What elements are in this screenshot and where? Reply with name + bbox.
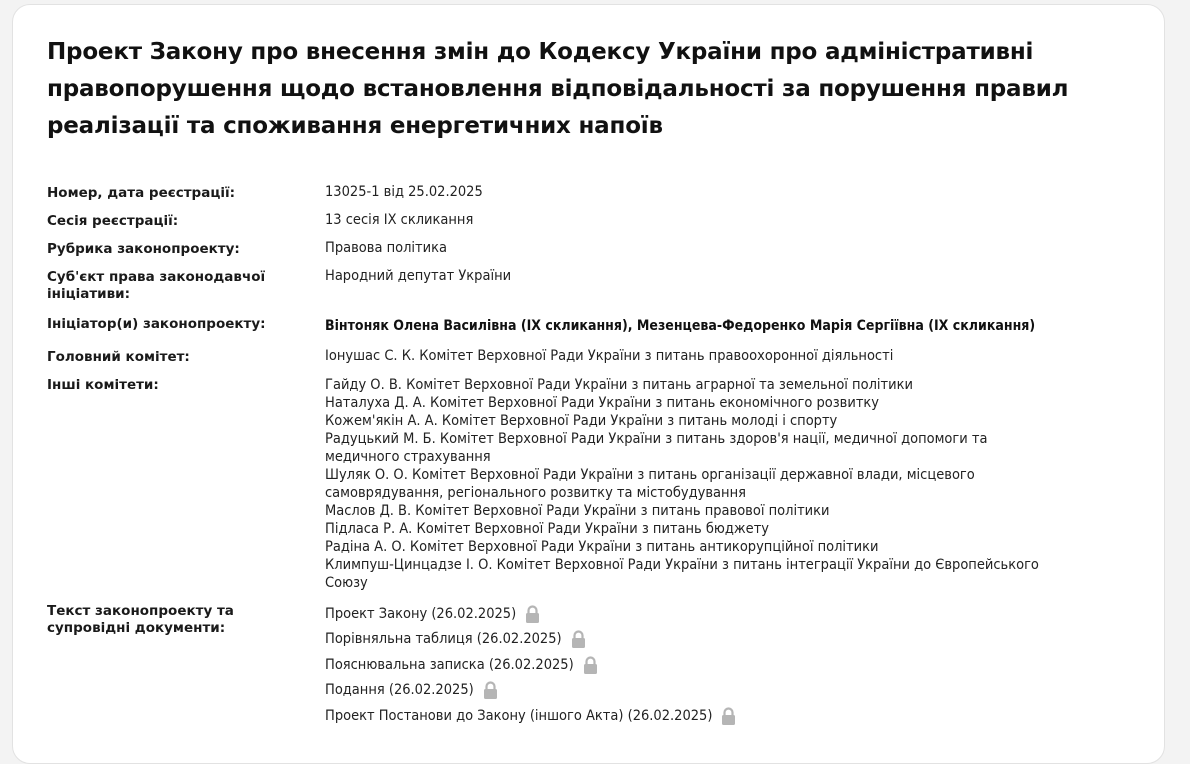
field-value: Народний депутат України — [325, 268, 512, 284]
document-item[interactable] — [325, 627, 1125, 653]
field-label: Номер, дата реєстрації: — [47, 185, 235, 201]
lock-icon — [582, 656, 599, 674]
document-item[interactable] — [325, 601, 1125, 627]
field-label: Головний комітет: — [47, 349, 190, 365]
committee-line: Підласа Р. А. Комітет Верховної Ради України з питань бюджету — [325, 521, 770, 537]
committee-line: Кожем'якін А. А. Комітет Верховної Ради України з питань молоді і спорту — [325, 413, 838, 429]
field-value: 13 сесія IX скликання — [325, 212, 474, 228]
document-link[interactable]: Пояснювальна записка (26.02.2025) — [325, 656, 574, 673]
document-link[interactable]: Порівняльна таблиця (26.02.2025) — [325, 631, 562, 648]
document-item[interactable] — [325, 703, 1125, 729]
field-label: Ініціатор(и) законопроекту: — [47, 316, 266, 332]
committee-line: Радуцький М. Б. Комітет Верховної Ради України з питань здоров'я нації, медичної допомоги та — [325, 431, 988, 447]
field-label: Рубрика законопроекту: — [47, 241, 240, 257]
lock-icon — [482, 681, 499, 699]
field-value: Правова політика — [325, 240, 448, 256]
committee-line: Гайду О. В. Комітет Верховної Ради України з питань аграрної та земельної політики — [325, 377, 913, 393]
field-label: Текст законопроекту та супровідні документи: — [47, 603, 234, 636]
lock-icon — [524, 605, 541, 623]
document-item[interactable] — [325, 678, 1125, 704]
initiators-link[interactable]: Вінтоняк Олена Василівна (IX скликання), Мезенцева-Федоренко Марія Сергіївна (IX скликання) — [325, 318, 1036, 334]
field-label: Суб'єкт права законодавчої ініціативи: — [47, 269, 266, 302]
committee-line: Маслов Д. В. Комітет Верховної Ради України з питань правової політики — [325, 503, 830, 519]
document-item[interactable] — [325, 652, 1125, 678]
lock-icon — [570, 630, 587, 648]
documents-list — [325, 601, 1125, 729]
committees-list — [325, 376, 1125, 592]
committee-line: медичного страхування — [325, 449, 491, 465]
committee-line: Климпуш-Цинцадзе І. О. Комітет Верховної Ради України з питань інтеграції України до Європейського — [325, 557, 1039, 573]
lock-icon — [720, 707, 737, 725]
bill-title: Проект Закону про внесення змін до Кодексу України про адміністративні правопорушення щодо встановлення відповідальності за порушення правил реалізації та споживання енергетичних напоїв — [47, 39, 1069, 139]
committee-line: самоврядування, регіонального розвитку та містобудування — [325, 485, 746, 501]
committee-line: Наталуха Д. А. Комітет Верховної Ради України з питань економічного розвитку — [325, 395, 880, 411]
document-link[interactable]: Подання (26.02.2025) — [325, 682, 474, 699]
committee-line: Шуляк О. О. Комітет Верховної Ради України з питань організації державної влади, місцевого — [325, 467, 975, 483]
field-label: Сесія реєстрації: — [47, 213, 179, 229]
field-label: Інші комітети: — [47, 377, 159, 393]
document-link[interactable]: Проект Закону (26.02.2025) — [325, 605, 517, 622]
field-value: 13025-1 від 25.02.2025 — [325, 184, 483, 200]
document-link[interactable]: Проект Постанови до Закону (іншого Акта) (26.02.2025) — [325, 707, 713, 724]
committee-line: Радіна А. О. Комітет Верховної Ради України з питань антикорупційної політики — [325, 539, 879, 555]
committee-line: Союзу — [325, 575, 368, 591]
field-value: Іонушас С. К. Комітет Верховної Ради України з питань правоохоронної діяльності — [325, 348, 894, 364]
